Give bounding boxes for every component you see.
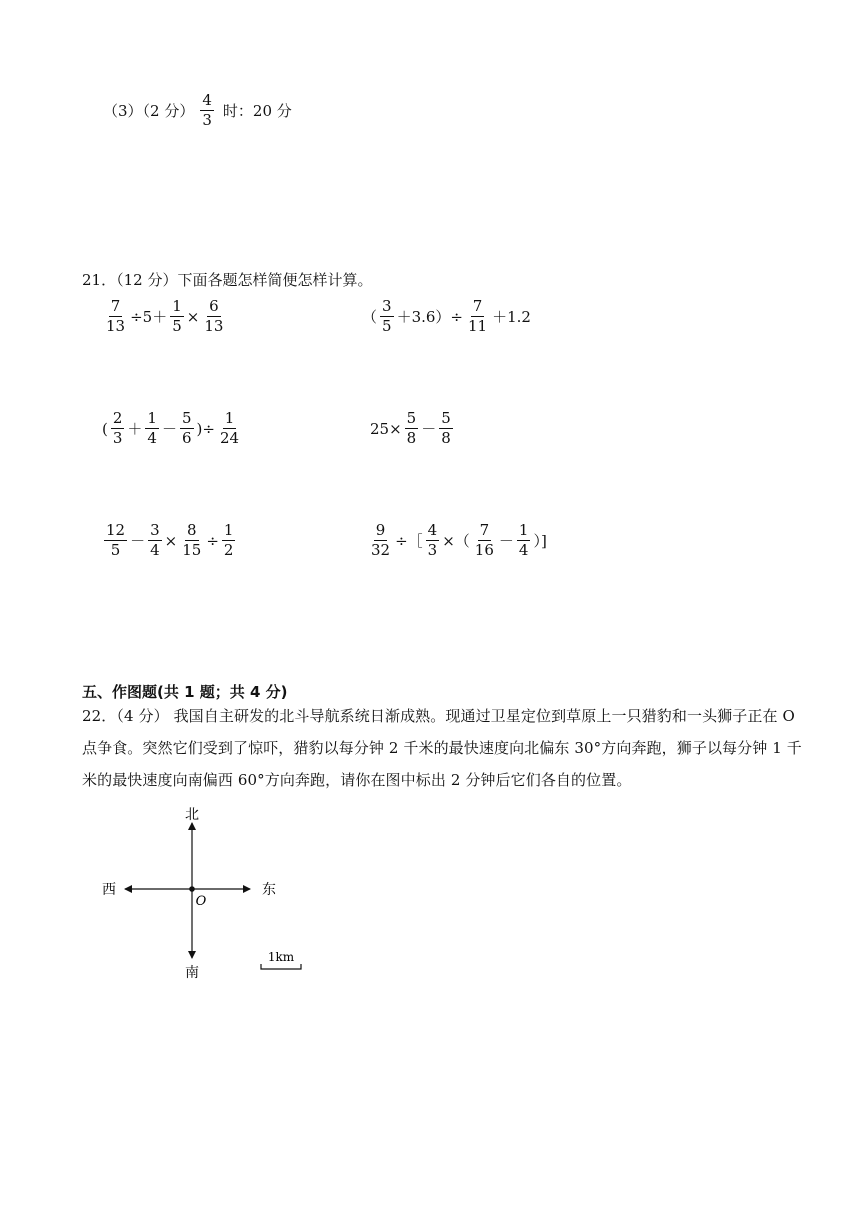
fraction xyxy=(180,522,203,559)
operator: ÷［ xyxy=(395,532,423,550)
north-label: 北 xyxy=(185,807,199,823)
q20-part3-prefix: （3）（2 分） xyxy=(103,101,195,120)
operator: ＋3.6）÷ xyxy=(396,308,463,326)
fraction-numerator: 3 xyxy=(150,521,160,539)
fraction-denominator: 3 xyxy=(427,541,438,559)
origin-point xyxy=(189,886,195,892)
fraction xyxy=(222,522,236,559)
fraction-denominator: 16 xyxy=(474,541,494,559)
section-heading: 五、作图题(共 1 题；共 4 分) xyxy=(82,683,288,701)
operator: ＋1.2 xyxy=(492,308,531,326)
q21-expression-4 xyxy=(368,410,454,447)
fraction-denominator: 13 xyxy=(204,317,224,335)
operator: － xyxy=(161,420,177,438)
fraction-numerator: 1 xyxy=(224,409,235,427)
q20-part3-suffix: 时：20 分 xyxy=(222,101,292,120)
fraction-numerator: 6 xyxy=(209,297,219,315)
fraction xyxy=(466,298,489,335)
q21-expression-2 xyxy=(360,298,533,335)
fraction xyxy=(439,410,453,447)
fraction-denominator: 3 xyxy=(112,429,123,447)
q20-part3-fraction xyxy=(200,92,214,129)
fraction xyxy=(170,298,184,335)
fraction-numerator: 1 xyxy=(518,521,529,539)
fraction-denominator: 15 xyxy=(182,541,202,559)
scale-bar xyxy=(261,964,301,969)
east-label: 东 xyxy=(262,882,276,898)
fraction xyxy=(148,522,162,559)
fraction xyxy=(104,522,127,559)
operator: ÷5＋ xyxy=(130,308,168,326)
fraction-numerator: 8 xyxy=(187,521,197,539)
fraction-numerator: 5 xyxy=(406,409,417,427)
q21-expression-5 xyxy=(103,522,236,559)
fraction xyxy=(426,522,440,559)
fraction-numerator: 1 xyxy=(223,521,234,539)
operator: （ xyxy=(362,308,378,326)
operator: ＋ xyxy=(127,420,143,438)
fraction xyxy=(405,410,419,447)
origin-label: O xyxy=(195,894,207,909)
fraction xyxy=(111,410,125,447)
fraction-numerator: 1 xyxy=(147,409,157,427)
fraction-numerator: 3 xyxy=(382,297,392,315)
fraction-denominator: 8 xyxy=(441,429,451,447)
fraction-denominator: 5 xyxy=(172,317,182,335)
q21-expression-3 xyxy=(100,410,242,447)
operator: ）] xyxy=(533,532,547,550)
fraction-numerator: 9 xyxy=(375,521,386,539)
west-label: 西 xyxy=(102,882,116,898)
fraction-denominator: 4 xyxy=(518,541,529,559)
fraction-denominator: 4 xyxy=(147,429,157,447)
fraction-numerator: 7 xyxy=(479,521,490,539)
fraction-numerator: 5 xyxy=(181,409,192,427)
fraction xyxy=(369,522,392,559)
fraction xyxy=(218,410,241,447)
south-label: 南 xyxy=(185,965,199,981)
operator: ( xyxy=(102,419,108,438)
operator: － xyxy=(130,532,146,550)
fraction xyxy=(104,298,127,335)
fraction xyxy=(202,298,225,335)
fraction xyxy=(145,410,159,447)
q20-part3-line xyxy=(103,92,292,129)
fraction xyxy=(380,298,394,335)
operator: － xyxy=(498,532,514,550)
fraction-numerator: 7 xyxy=(472,297,483,315)
fraction-numerator: 5 xyxy=(441,409,451,427)
q22-text: 22．（4 分） 我国自主研发的北斗导航系统日渐成熟。现通过卫星定位到草原上一只猎豹和一头狮子正在 O 点争食。突然它们受到了惊吓，猎豹以每分钟 2 千米的最快速度向北偏东 30°方向奔跑，狮子以每分钟 1 千米的最快速度向南偏西 60°方向奔跑，请你在图中标出 2 分钟后它们各自的位置。 xyxy=(82,707,802,789)
fraction-numerator: 1 xyxy=(172,297,182,315)
fraction xyxy=(180,410,194,447)
fraction-denominator: 5 xyxy=(382,317,392,335)
operator: 25× xyxy=(370,419,402,438)
operator: × xyxy=(186,307,200,326)
fraction-denominator: 8 xyxy=(406,429,417,447)
fraction-numerator: 2 xyxy=(112,409,123,427)
fraction-denominator: 6 xyxy=(181,429,192,447)
compass-diagram xyxy=(95,800,315,985)
q21-title: 21．（12 分）下面各题怎样简便怎样计算。 xyxy=(82,271,373,289)
fraction-denominator: 32 xyxy=(371,541,391,559)
fraction-denominator: 2 xyxy=(223,541,234,559)
q21-expression-1 xyxy=(103,298,226,335)
operator: － xyxy=(421,420,437,438)
fraction-numerator: 12 xyxy=(106,521,126,539)
fraction-denominator: 4 xyxy=(150,541,160,559)
scale-label: 1km xyxy=(267,950,295,964)
operator: ÷ xyxy=(206,531,219,550)
fraction-denominator: 13 xyxy=(106,317,126,335)
fraction-denominator: 24 xyxy=(219,429,240,447)
fraction-numerator: 4 xyxy=(202,91,212,109)
fraction xyxy=(473,522,496,559)
fraction xyxy=(517,522,531,559)
fraction-denominator: 3 xyxy=(202,111,212,129)
q21-expression-6 xyxy=(368,522,549,559)
fraction-denominator: 5 xyxy=(110,541,121,559)
operator: )÷ xyxy=(196,419,215,438)
operator: ×（ xyxy=(442,532,470,550)
fraction-numerator: 4 xyxy=(427,521,438,539)
operator: × xyxy=(164,531,178,550)
fraction-denominator: 11 xyxy=(468,317,488,335)
fraction-numerator: 7 xyxy=(110,297,121,315)
